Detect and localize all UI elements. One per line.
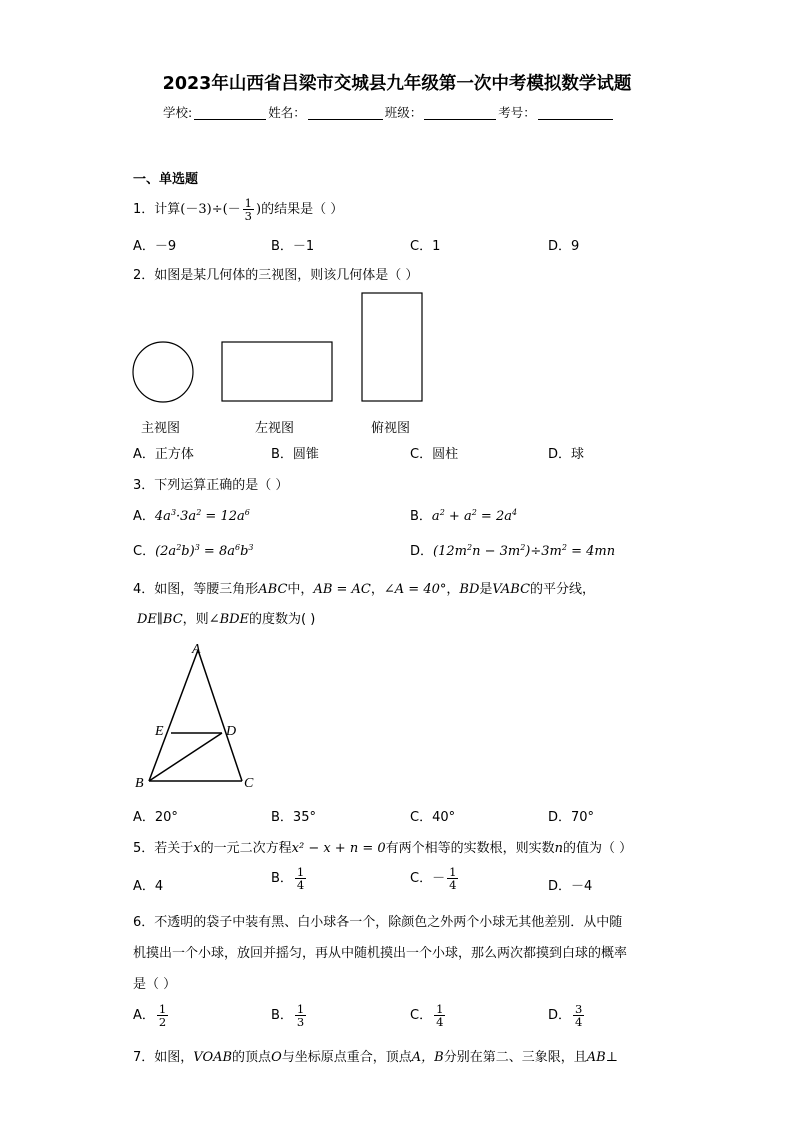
q7-perp: AB⊥ [586, 1050, 618, 1065]
q1-frac-num: 1 [244, 196, 252, 210]
triangle-figure [125, 636, 275, 796]
q3-expr-b: $a^2 + a^2 = 2a^4$ [431, 508, 518, 524]
name-blank[interactable] [308, 106, 383, 120]
q5-frac-b-num: 1 [296, 865, 305, 879]
q4-bde: ∠BDE [208, 612, 250, 627]
q7-text-a: 7．如图， [133, 1050, 194, 1065]
q7-o: O [271, 1050, 282, 1065]
q4-angle: ∠A = 40° [383, 582, 447, 597]
q7-triangle: VOAB [193, 1050, 233, 1065]
q4-comma1: ， [370, 582, 384, 597]
class-label: 班级： [384, 105, 423, 120]
q4-option-a[interactable]: A．20° [133, 810, 178, 825]
q1-expr-a: (－3)÷(－ [180, 202, 241, 217]
q4-bisector: 的平分线， [530, 582, 596, 597]
question-3-stem: 3．下列运算正确的是（ ） [133, 478, 289, 493]
q6-frac-b-num: 1 [296, 1002, 305, 1016]
q5-option-d[interactable]: D．－4 [548, 879, 593, 894]
q6-frac-a [157, 1003, 168, 1028]
q1-expr-b: ) [256, 202, 262, 217]
q6-frac-a-den: 2 [158, 1015, 167, 1029]
side-ac [198, 650, 242, 781]
q7-text-d: 分别在第二、三象限，且 [443, 1050, 587, 1065]
q1-suffix: 的结果是（ ） [261, 202, 344, 217]
question-6-line3: 是（ ） [133, 977, 177, 992]
question-4-stem-line2 [137, 608, 315, 627]
q2-option-c[interactable]: C．圆柱 [410, 447, 459, 462]
top-view-caption: 俯视图 [371, 421, 411, 436]
q6-frac-d-num: 3 [575, 1002, 583, 1016]
q5-frac-c-num: 1 [449, 865, 457, 879]
q6-option-b[interactable] [271, 1003, 308, 1028]
q4-de-parallel: DE∥BC [137, 612, 183, 627]
q3-expr-d: $(12m^2n - 3m^2)\div 3m^2 = 4mn$ [433, 543, 616, 559]
q4-option-b[interactable]: B．35° [271, 810, 316, 825]
front-view-circle [133, 342, 193, 402]
segment-bd [149, 733, 222, 781]
q3-expr-a: $4a^3\cdot 3a^2 = 12a^6$ [154, 508, 250, 524]
q1-option-d[interactable]: D．9 [548, 239, 580, 254]
q5-equation: x² − x + n = 0 [291, 841, 386, 856]
q6-frac-b [295, 1003, 306, 1028]
vertex-label-a: A [192, 642, 201, 657]
q4-text-a: 4．如图，等腰三角形 [133, 582, 259, 597]
q4-then: ，则 [182, 612, 209, 627]
q4-option-c[interactable]: C．40° [410, 810, 456, 825]
q4-abc: ABC [258, 582, 288, 597]
top-view-rectangle [362, 293, 422, 401]
q6-frac-a-num: 1 [158, 1002, 167, 1016]
q5-label-c: C．－ [410, 871, 446, 886]
student-info-line [163, 103, 615, 121]
q6-label-a: A． [133, 1008, 155, 1023]
front-view-caption: 主视图 [141, 421, 181, 436]
q3-option-b[interactable] [410, 505, 517, 524]
vertex-label-c: C [244, 776, 254, 791]
q5-frac-b [295, 866, 306, 891]
q4-eq1: AB = AC [313, 582, 371, 597]
question-4-stem-line1 [133, 578, 595, 597]
three-views-figure [125, 285, 435, 410]
vertex-label-b: B [135, 776, 144, 791]
q6-frac-b-den: 3 [296, 1015, 305, 1029]
q3-label-b: B． [410, 509, 432, 524]
q6-option-d[interactable] [548, 1003, 586, 1028]
q4-triangle: VABC [492, 582, 531, 597]
q5-text-d: 的值为（ ） [563, 841, 633, 856]
q3-label-d: D． [410, 544, 434, 559]
vertex-label-d: D [226, 724, 237, 739]
q6-label-b: B． [271, 1008, 293, 1023]
q2-option-a[interactable]: A．正方体 [133, 447, 194, 462]
section-heading: 一、单选题 [133, 172, 199, 187]
q3-label-c: C． [133, 544, 156, 559]
q4-mid: 中， [287, 582, 314, 597]
q2-option-d[interactable]: D．球 [548, 447, 585, 462]
q5-label-b: B． [271, 871, 293, 886]
question-5-stem [133, 837, 632, 856]
q5-text-c: 有两个相等的实数根，则实数 [385, 841, 555, 856]
question-6-line1: 6．不透明的袋子中装有黑、白小球各一个，除颜色之外两个小球无其他差别．从中随 [133, 915, 623, 930]
question-2-stem: 2．如图是某几何体的三视图，则该几何体是（ ） [133, 268, 419, 283]
q5-frac-c-den: 4 [449, 878, 457, 892]
q6-frac-d-den: 4 [575, 1015, 583, 1029]
name-label: 姓名： [268, 105, 306, 120]
q6-frac-c-num: 1 [436, 1002, 444, 1016]
question-6-line2: 机摸出一个小球，放回并摇匀，再从中随机摸出一个小球，那么两次都摸到白球的概率 [133, 946, 628, 961]
page-title: 2023年山西省吕梁市交城县九年级第一次中考模拟数学试题 [162, 74, 632, 94]
question-1-stem [133, 197, 343, 222]
side-view-caption: 左视图 [255, 421, 295, 436]
q3-expr-c: $(2a^2b)^3 = 8a^6b^3$ [155, 543, 254, 559]
q1-frac-den: 3 [244, 209, 252, 223]
q6-option-a[interactable] [133, 1003, 170, 1028]
q5-text-b: 的一元二次方程 [200, 841, 292, 856]
q4-option-d[interactable]: D．70° [548, 810, 595, 825]
q6-frac-c [434, 1003, 445, 1028]
vertex-label-e: E [155, 724, 164, 739]
q6-frac-c-den: 4 [436, 1015, 444, 1029]
q4-ask: 的度数为( ) [249, 612, 316, 627]
q1-option-b[interactable]: B．－1 [271, 239, 315, 254]
q1-option-c[interactable]: C．1 [410, 239, 441, 254]
school-label: 学校: [163, 105, 193, 120]
q5-option-c[interactable] [410, 866, 460, 891]
school-blank[interactable] [194, 106, 266, 120]
q1-fraction [243, 197, 254, 222]
q7-text-c: 与坐标原点重合，顶点 [281, 1050, 412, 1065]
q4-bd: BD [459, 582, 480, 597]
question-7-stem [133, 1046, 618, 1065]
q6-label-d: D． [548, 1008, 572, 1023]
q5-x: x [193, 841, 201, 856]
q1-prefix: 1．计算 [133, 202, 181, 217]
q3-label-a: A． [133, 509, 155, 524]
q4-comma2: ， [446, 582, 460, 597]
side-view-rectangle [222, 342, 332, 401]
exam-no-label: 考号： [498, 105, 536, 120]
q7-text-b: 的顶点 [232, 1050, 272, 1065]
q1-option-a[interactable]: A．－9 [133, 239, 177, 254]
q5-option-b[interactable] [271, 866, 308, 891]
q5-frac-b-den: 4 [296, 878, 305, 892]
q6-label-c: C． [410, 1008, 433, 1023]
side-ab [149, 650, 198, 781]
q6-frac-d [573, 1003, 584, 1028]
q5-n: n [554, 841, 564, 856]
q4-is: 是 [479, 582, 493, 597]
q5-option-a[interactable]: A．4 [133, 879, 164, 894]
q7-ab: A，B [411, 1050, 444, 1065]
q5-frac-c [447, 866, 458, 891]
q5-text-a: 5．若关于 [133, 841, 194, 856]
class-blank[interactable] [424, 106, 496, 120]
q2-option-b[interactable]: B．圆锥 [271, 447, 319, 462]
q3-option-d[interactable] [410, 540, 615, 559]
q3-option-a[interactable] [133, 505, 250, 524]
exam-no-blank[interactable] [538, 106, 613, 120]
q6-option-c[interactable] [410, 1003, 447, 1028]
q3-option-c[interactable] [133, 540, 253, 559]
